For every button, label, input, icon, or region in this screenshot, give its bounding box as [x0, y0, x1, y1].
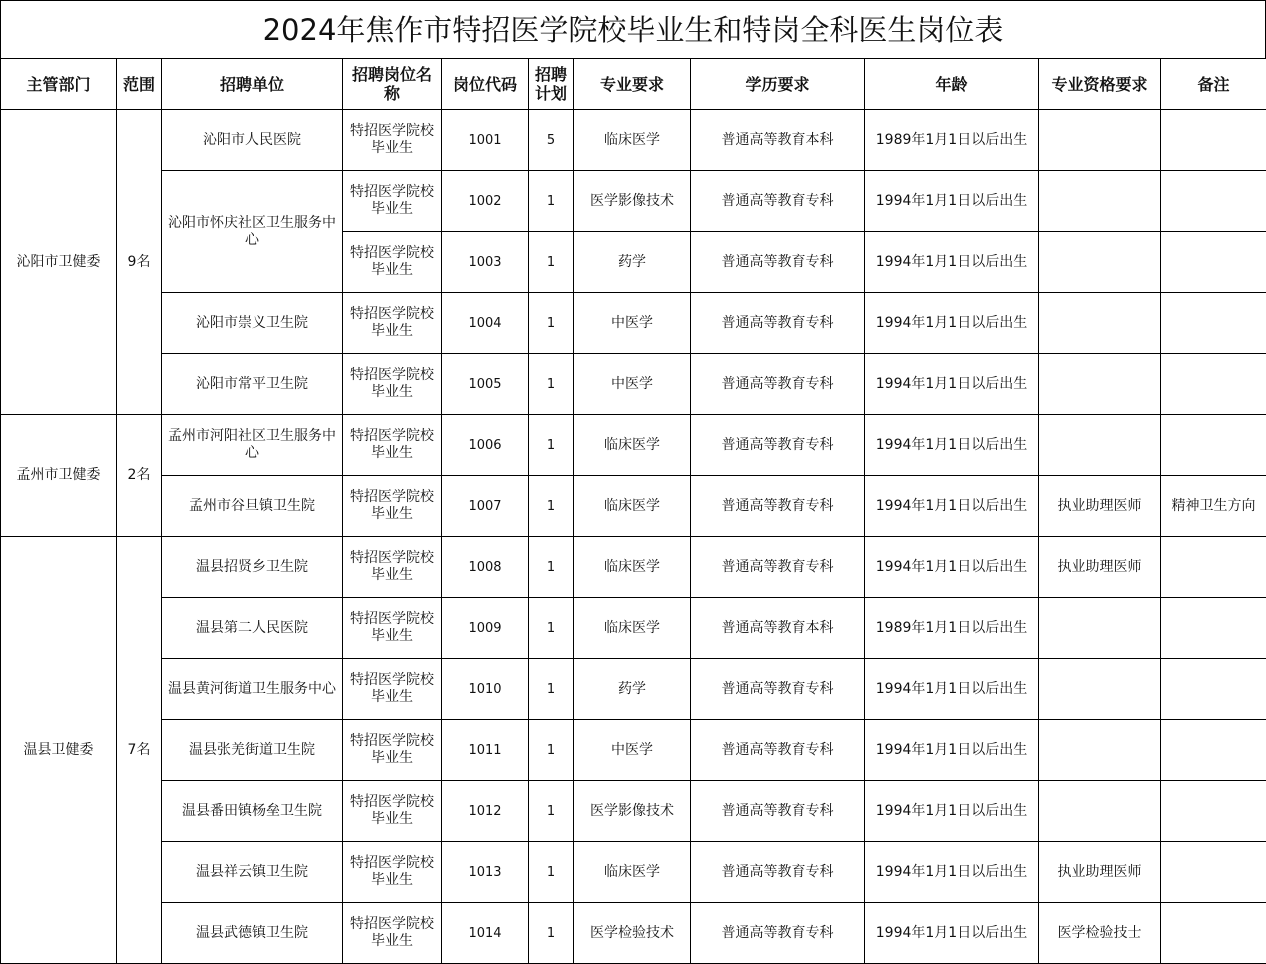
unit-cell: 温县武德镇卫生院 [162, 903, 343, 964]
note-cell [1161, 171, 1266, 232]
major-cell: 医学影像技术 [574, 781, 691, 842]
note-cell [1161, 537, 1266, 598]
age-cell: 1994年1月1日以后出生 [865, 720, 1039, 781]
post-code-cell: 1005 [442, 354, 529, 415]
post-code-cell: 1011 [442, 720, 529, 781]
age-cell: 1989年1月1日以后出生 [865, 598, 1039, 659]
major-cell: 临床医学 [574, 842, 691, 903]
header-qualification: 专业资格要求 [1039, 59, 1161, 110]
qualification-cell [1039, 598, 1161, 659]
qualification-cell [1039, 781, 1161, 842]
age-cell: 1994年1月1日以后出生 [865, 171, 1039, 232]
table-row [1, 415, 1266, 476]
header-dept: 主管部门 [1, 59, 117, 110]
major-cell: 中医学 [574, 293, 691, 354]
major-cell: 临床医学 [574, 415, 691, 476]
major-cell: 药学 [574, 659, 691, 720]
post-code-cell: 1004 [442, 293, 529, 354]
plan-cell: 1 [529, 842, 574, 903]
major-cell: 医学影像技术 [574, 171, 691, 232]
education-cell: 普通高等教育专科 [691, 781, 865, 842]
education-cell: 普通高等教育专科 [691, 476, 865, 537]
post-name-cell: 特招医学院校毕业生 [343, 842, 442, 903]
plan-cell: 1 [529, 903, 574, 964]
post-name-cell: 特招医学院校毕业生 [343, 903, 442, 964]
education-cell: 普通高等教育本科 [691, 598, 865, 659]
note-cell [1161, 354, 1266, 415]
education-cell: 普通高等教育专科 [691, 842, 865, 903]
header-plan: 招聘计划 [529, 59, 574, 110]
note-cell [1161, 110, 1266, 171]
post-code-cell: 1002 [442, 171, 529, 232]
post-code-cell: 1003 [442, 232, 529, 293]
post-name-cell: 特招医学院校毕业生 [343, 476, 442, 537]
major-cell: 中医学 [574, 354, 691, 415]
major-cell: 临床医学 [574, 598, 691, 659]
post-name-cell: 特招医学院校毕业生 [343, 659, 442, 720]
page-title: 2024年焦作市特招医学院校毕业生和特岗全科医生岗位表 [0, 0, 1266, 58]
unit-cell: 温县张羌街道卫生院 [162, 720, 343, 781]
education-cell: 普通高等教育专科 [691, 537, 865, 598]
table-row [1, 476, 1266, 537]
education-cell: 普通高等教育专科 [691, 720, 865, 781]
age-cell: 1994年1月1日以后出生 [865, 842, 1039, 903]
table-body [1, 110, 1266, 964]
note-cell: 精神卫生方向 [1161, 476, 1266, 537]
table-row [1, 720, 1266, 781]
post-code-cell: 1009 [442, 598, 529, 659]
major-cell: 临床医学 [574, 476, 691, 537]
table-row [1, 598, 1266, 659]
age-cell: 1994年1月1日以后出生 [865, 476, 1039, 537]
qualification-cell: 执业助理医师 [1039, 842, 1161, 903]
qualification-cell [1039, 171, 1161, 232]
header-scope: 范围 [117, 59, 162, 110]
education-cell: 普通高等教育专科 [691, 171, 865, 232]
qualification-cell [1039, 354, 1161, 415]
unit-cell: 温县第二人民医院 [162, 598, 343, 659]
education-cell: 普通高等教育专科 [691, 293, 865, 354]
qualification-cell: 医学检验技士 [1039, 903, 1161, 964]
plan-cell: 1 [529, 720, 574, 781]
major-cell: 临床医学 [574, 110, 691, 171]
plan-cell: 1 [529, 293, 574, 354]
age-cell: 1994年1月1日以后出生 [865, 659, 1039, 720]
post-code-cell: 1013 [442, 842, 529, 903]
qualification-cell [1039, 232, 1161, 293]
note-cell [1161, 720, 1266, 781]
age-cell: 1994年1月1日以后出生 [865, 232, 1039, 293]
post-name-cell: 特招医学院校毕业生 [343, 720, 442, 781]
scope-cell: 9名 [117, 110, 162, 415]
table-row [1, 659, 1266, 720]
post-name-cell: 特招医学院校毕业生 [343, 171, 442, 232]
post-name-cell: 特招医学院校毕业生 [343, 415, 442, 476]
education-cell: 普通高等教育专科 [691, 659, 865, 720]
header-post-name: 招聘岗位名称 [343, 59, 442, 110]
qualification-cell: 执业助理医师 [1039, 476, 1161, 537]
header-post-code: 岗位代码 [442, 59, 529, 110]
unit-cell: 温县黄河街道卫生服务中心 [162, 659, 343, 720]
post-name-cell: 特招医学院校毕业生 [343, 598, 442, 659]
table-header [1, 59, 1266, 110]
note-cell [1161, 598, 1266, 659]
table-row [1, 903, 1266, 964]
table-row [1, 110, 1266, 171]
table-row [1, 781, 1266, 842]
major-cell: 中医学 [574, 720, 691, 781]
post-code-cell: 1010 [442, 659, 529, 720]
age-cell: 1989年1月1日以后出生 [865, 110, 1039, 171]
post-code-cell: 1012 [442, 781, 529, 842]
note-cell [1161, 232, 1266, 293]
unit-cell: 沁阳市人民医院 [162, 110, 343, 171]
unit-cell: 沁阳市常平卫生院 [162, 354, 343, 415]
plan-cell: 1 [529, 598, 574, 659]
header-unit: 招聘单位 [162, 59, 343, 110]
education-cell: 普通高等教育专科 [691, 415, 865, 476]
post-name-cell: 特招医学院校毕业生 [343, 781, 442, 842]
unit-cell: 沁阳市怀庆社区卫生服务中心 [162, 171, 343, 293]
post-code-cell: 1014 [442, 903, 529, 964]
age-cell: 1994年1月1日以后出生 [865, 537, 1039, 598]
plan-cell: 1 [529, 781, 574, 842]
plan-cell: 1 [529, 415, 574, 476]
major-cell: 临床医学 [574, 537, 691, 598]
note-cell [1161, 293, 1266, 354]
age-cell: 1994年1月1日以后出生 [865, 903, 1039, 964]
plan-cell: 1 [529, 476, 574, 537]
table-row [1, 842, 1266, 903]
table-row [1, 293, 1266, 354]
table-row [1, 537, 1266, 598]
unit-cell: 温县祥云镇卫生院 [162, 842, 343, 903]
post-code-cell: 1001 [442, 110, 529, 171]
age-cell: 1994年1月1日以后出生 [865, 293, 1039, 354]
age-cell: 1994年1月1日以后出生 [865, 354, 1039, 415]
header-age: 年龄 [865, 59, 1039, 110]
plan-cell: 1 [529, 537, 574, 598]
age-cell: 1994年1月1日以后出生 [865, 781, 1039, 842]
education-cell: 普通高等教育专科 [691, 903, 865, 964]
header-major: 专业要求 [574, 59, 691, 110]
qualification-cell [1039, 110, 1161, 171]
header-note: 备注 [1161, 59, 1266, 110]
unit-cell: 孟州市谷旦镇卫生院 [162, 476, 343, 537]
major-cell: 药学 [574, 232, 691, 293]
table-row [1, 171, 1266, 232]
education-cell: 普通高等教育专科 [691, 232, 865, 293]
qualification-cell [1039, 720, 1161, 781]
plan-cell: 1 [529, 659, 574, 720]
scope-cell: 7名 [117, 537, 162, 964]
scope-cell: 2名 [117, 415, 162, 537]
qualification-cell [1039, 659, 1161, 720]
post-name-cell: 特招医学院校毕业生 [343, 110, 442, 171]
post-name-cell: 特招医学院校毕业生 [343, 293, 442, 354]
post-code-cell: 1006 [442, 415, 529, 476]
qualification-cell [1039, 415, 1161, 476]
post-name-cell: 特招医学院校毕业生 [343, 537, 442, 598]
note-cell [1161, 659, 1266, 720]
qualification-cell: 执业助理医师 [1039, 537, 1161, 598]
dept-cell: 温县卫健委 [1, 537, 117, 964]
unit-cell: 孟州市河阳社区卫生服务中心 [162, 415, 343, 476]
note-cell [1161, 781, 1266, 842]
dept-cell: 沁阳市卫健委 [1, 110, 117, 415]
education-cell: 普通高等教育专科 [691, 354, 865, 415]
post-code-cell: 1008 [442, 537, 529, 598]
post-code-cell: 1007 [442, 476, 529, 537]
note-cell [1161, 842, 1266, 903]
note-cell [1161, 903, 1266, 964]
plan-cell: 1 [529, 232, 574, 293]
major-cell: 医学检验技术 [574, 903, 691, 964]
plan-cell: 1 [529, 354, 574, 415]
post-name-cell: 特招医学院校毕业生 [343, 354, 442, 415]
unit-cell: 温县番田镇杨垒卫生院 [162, 781, 343, 842]
post-name-cell: 特招医学院校毕业生 [343, 232, 442, 293]
header-education: 学历要求 [691, 59, 865, 110]
plan-cell: 5 [529, 110, 574, 171]
dept-cell: 孟州市卫健委 [1, 415, 117, 537]
age-cell: 1994年1月1日以后出生 [865, 415, 1039, 476]
positions-table [0, 58, 1266, 964]
unit-cell: 沁阳市崇义卫生院 [162, 293, 343, 354]
qualification-cell [1039, 293, 1161, 354]
plan-cell: 1 [529, 171, 574, 232]
note-cell [1161, 415, 1266, 476]
education-cell: 普通高等教育本科 [691, 110, 865, 171]
table-row [1, 354, 1266, 415]
unit-cell: 温县招贤乡卫生院 [162, 537, 343, 598]
